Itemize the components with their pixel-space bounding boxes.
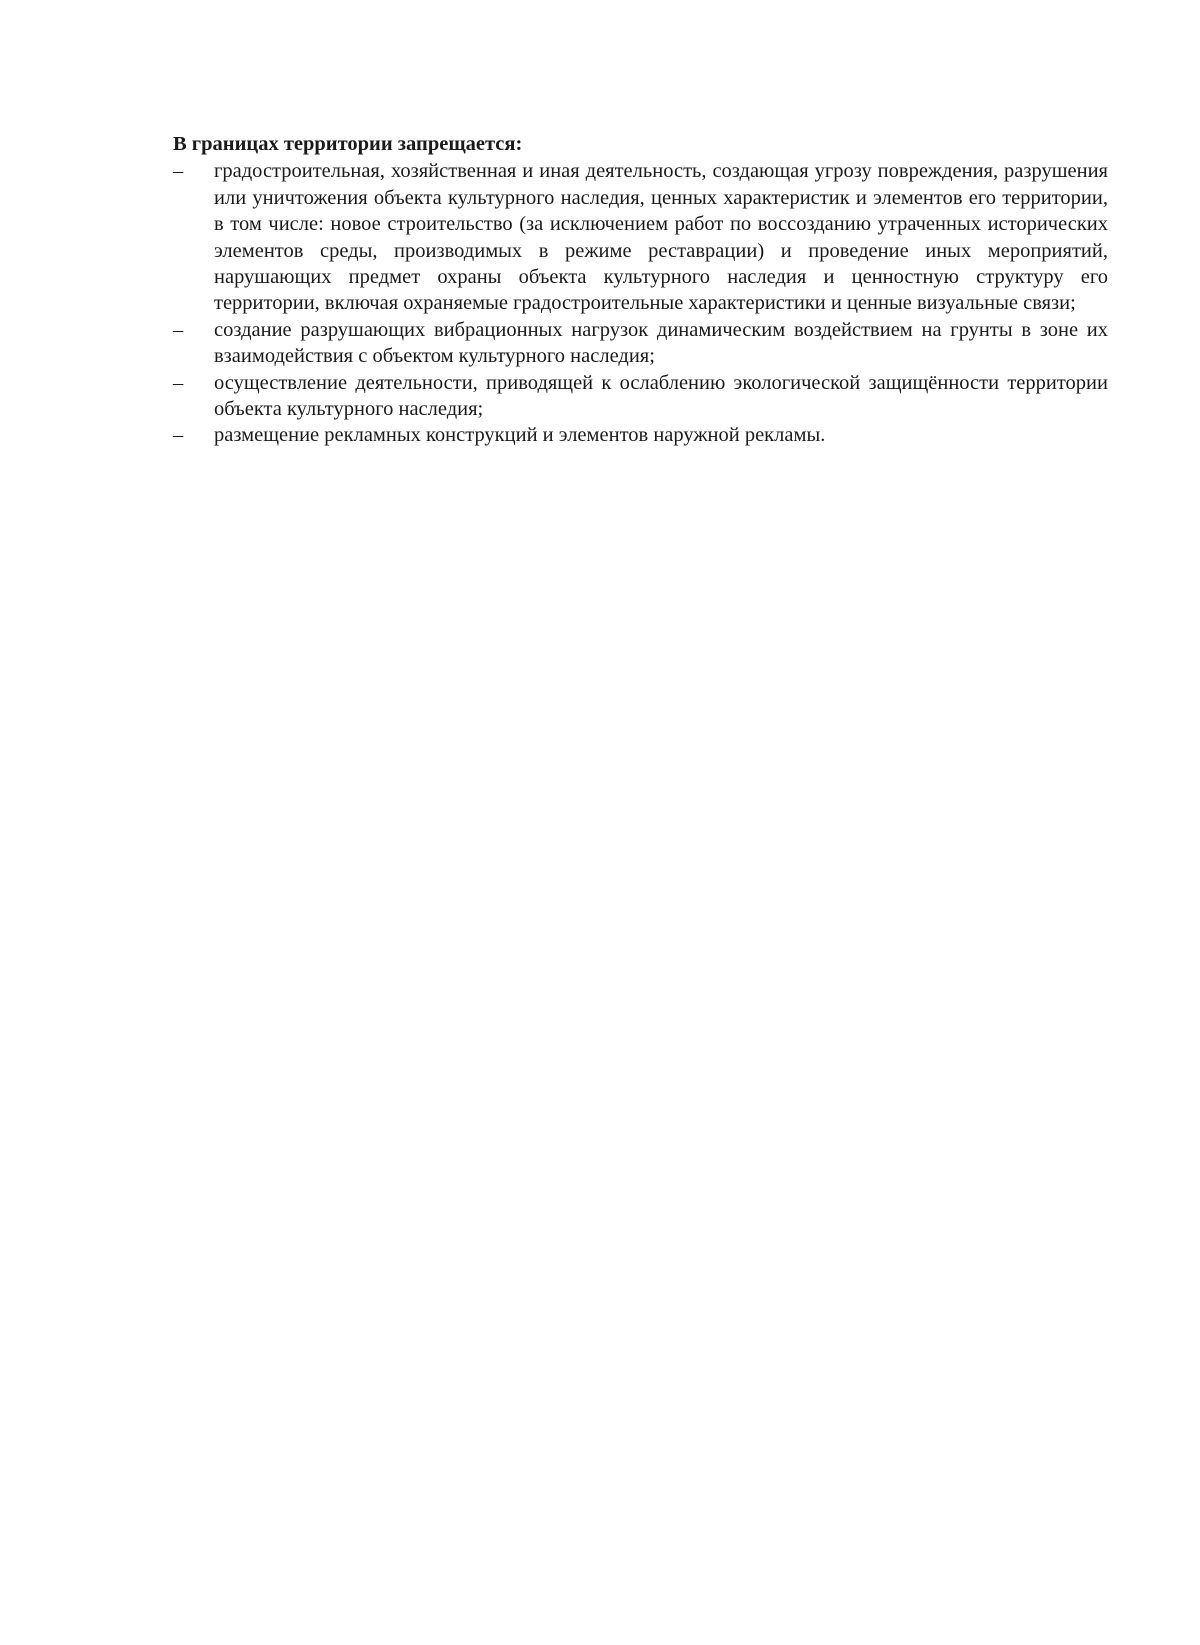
list-item	[173, 317, 1108, 370]
list-item	[173, 422, 1108, 448]
bullet-dash: –	[173, 318, 184, 341]
list-item-text: осуществление деятельности, приводящей к ослаблению экологической защищённости территории объекта культурного наследия;	[214, 371, 1108, 421]
list-item	[173, 370, 1108, 423]
section-heading: В границах территории запрещается:	[173, 133, 523, 155]
list-item-text: создание разрушающих вибрационных нагрузок динамическим воздействием на грунты в зоне их взаимодействия с объектом культурного наследия;	[214, 318, 1108, 368]
bullet-dash: –	[173, 371, 184, 394]
document-content	[173, 131, 1108, 449]
list-item-text: градостроительная, хозяйственная и иная деятельность, создающая угрозу повреждения, разрушения или уничтожения объекта культурного наследия, ценных характеристик и элементов его территории, в том числе: новое строительство (за исключением работ по воссозданию утраченных исторических элементов среды, производимых в режиме реставрации) и проведение иных мероприятий, нарушающих предмет охраны объекта культурного наследия и ценностную структуру его территории, включая охраняемые градостроительные характеристики и ценные визуальные связи;	[214, 160, 1108, 315]
bullet-dash: –	[173, 424, 184, 447]
prohibition-list	[173, 158, 1108, 448]
bullet-dash: –	[173, 160, 184, 183]
list-item-text: размещение рекламных конструкций и элементов наружной рекламы.	[214, 424, 826, 447]
list-item	[173, 158, 1108, 316]
